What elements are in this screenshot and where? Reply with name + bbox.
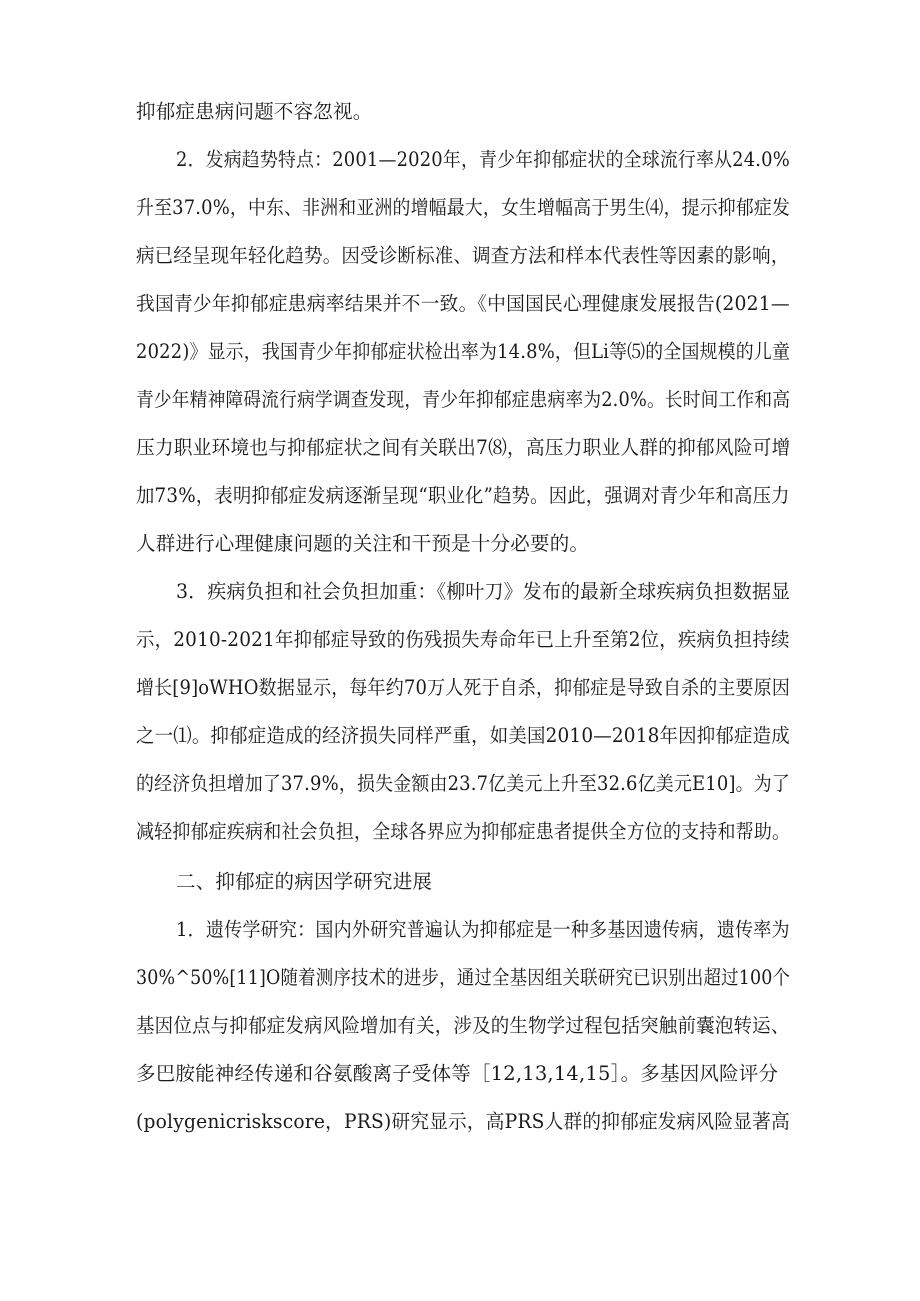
body-text-line: 之一⑴。抑郁症造成的经济损失同样严重，如美国2010—2018年因抑郁症造成 xyxy=(136,724,790,747)
body-text-line: 抑郁症患病问题不容忽视。 xyxy=(136,100,373,123)
body-text-line: 2022)》显示，我国青少年抑郁症状检出率为14.8%，但Li等⑸的全国规模的儿童 xyxy=(136,340,791,363)
body-text-line: 人群进行心理健康问题的关注和干预是十分必要的。 xyxy=(136,532,590,555)
paragraph-first-line: 1．遗传学研究：国内外研究普遍认为抑郁症是一种多基因遗传病，遗传率为 xyxy=(176,918,790,941)
body-text-line: 病已经呈现年轻化趋势。因受诊断标准、调查方法和样本代表性等因素的影响， xyxy=(136,244,790,267)
body-text-line: 示，2010-2021年抑郁症导致的伤残损失寿命年已上升至第2位，疾病负担持续 xyxy=(136,628,790,651)
body-text-line: 减轻抑郁症疾病和社会负担，全球各界应为抑郁症患者提供全方位的支持和帮助。 xyxy=(136,820,791,843)
body-text-line: 的经济负担增加了37.9%，损失金额由23.7亿美元上升至32.6亿美元E10]。为了 xyxy=(136,772,791,795)
body-text-line: 30%^50%[11]O随着测序技术的进步，通过全基因组关联研究已识别出超过100个 xyxy=(136,966,791,989)
body-text-line: 基因位点与抑郁症发病风险增加有关，涉及的生物学过程包括突触前囊泡转运、 xyxy=(136,1014,790,1037)
body-text-line: 升至37.0%，中东、非洲和亚洲的增幅最大，女生增幅高于男生⑷，提示抑郁症发 xyxy=(136,196,791,219)
body-text-line: 增长[9]oWHO数据显示，每年约70万人死于自杀，抑郁症是导致自杀的主要原因 xyxy=(136,676,790,699)
body-text-line: 加73%，表明抑郁症发病逐渐呈现“职业化”趋势。因此，强调对青少年和高压力 xyxy=(136,484,790,507)
body-text-line: 我国青少年抑郁症患病率结果并不一致。《中国国民心理健康发展报告(2021— xyxy=(136,292,790,315)
body-text-line: (polygenicriskscore，PRS)研究显示，高PRS人群的抑郁症发病风险显著高 xyxy=(136,1110,790,1133)
paragraph-first-line: 3．疾病负担和社会负担加重：《柳叶刀》发布的最新全球疾病负担数据显 xyxy=(176,580,791,603)
body-text-line: 压力职业环境也与抑郁症状之间有关联出7⑻，高压力职业人群的抑郁风险可增 xyxy=(136,436,791,459)
section-heading: 二、抑郁症的病因学研究进展 xyxy=(176,870,433,893)
body-text-line: 青少年精神障碍流行病学调查发现，青少年抑郁症患病率为2.0%。长时间工作和高 xyxy=(136,388,791,411)
body-text-line: 多巴胺能神经传递和谷氨酸离子受体等［12,13,14,15］。多基因风险评分 xyxy=(136,1062,779,1085)
paragraph-first-line: 2．发病趋势特点：2001—2020年，青少年抑郁症状的全球流行率从24.0% xyxy=(176,148,790,171)
